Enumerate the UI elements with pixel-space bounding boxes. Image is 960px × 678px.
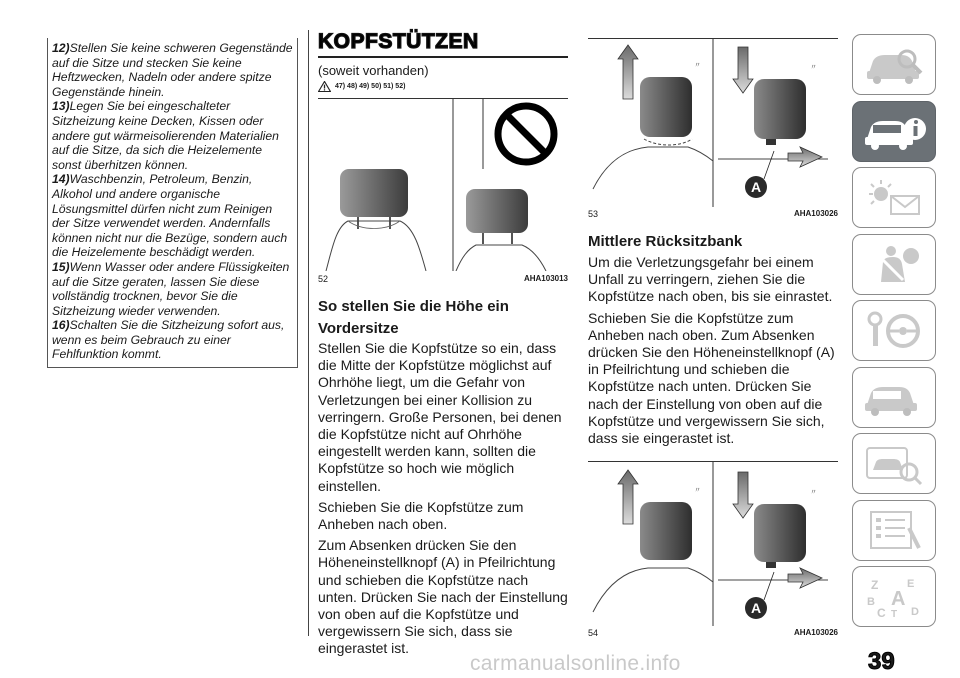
heading-front-seats: Vordersitze bbox=[318, 320, 399, 337]
svg-text:〃: 〃 bbox=[694, 62, 701, 69]
chapter-tabs bbox=[852, 34, 938, 633]
tab-starting-driving[interactable] bbox=[852, 300, 936, 361]
svg-text:Z: Z bbox=[871, 577, 879, 592]
tab-emergency[interactable] bbox=[852, 367, 936, 428]
rear-paragraph-1: Um die Verletzungsgefahr bei einem Unfall zu verringern, ziehen Sie die Kopfstütze nach oben, bis sie einrastet. bbox=[588, 254, 833, 305]
warning-references: 47) 48) 49) 50) 51) 52) bbox=[318, 81, 568, 92]
figure-54-caption: 54 AHA103026 bbox=[588, 628, 838, 639]
rear-paragraph-2: Schieben Sie die Kopfstütze zum Anheben nach oben. Zum Absenken drücken Sie den Höheneinstellknopf (A) in Pfeilrichtung und schieben die Kopfstütze nach unten. Drücken Sie nach der Einstellung von oben auf die Kopfstütze und vergewissern Sie sich, dass sie eingerastet ist. bbox=[588, 309, 835, 447]
tab-maintenance[interactable] bbox=[852, 433, 936, 494]
light-envelope-icon bbox=[861, 176, 927, 220]
tab-car-info[interactable] bbox=[852, 101, 936, 162]
warning-triangle-icon bbox=[318, 81, 331, 92]
checklist-icon bbox=[861, 508, 927, 552]
svg-text:B: B bbox=[867, 595, 875, 608]
headrest-height-illustration bbox=[318, 99, 568, 271]
svg-text:A: A bbox=[891, 587, 906, 610]
section-subtitle: (soweit vorhanden) bbox=[318, 63, 429, 78]
svg-text:D: D bbox=[911, 605, 919, 618]
note-15: 15)Wenn Wasser oder andere Flüssigkeiten auf die Sitze geraten, lassen Sie diese vollständig trocknen, bevor Sie die Sitzheizung wieder verwenden. bbox=[52, 259, 290, 318]
callout-a-label: A bbox=[750, 600, 762, 617]
svg-text:C: C bbox=[877, 605, 886, 619]
figure-52-caption: 52 AHA103013 bbox=[318, 274, 568, 284]
right-column bbox=[588, 30, 838, 639]
seatbelt-airbag-icon bbox=[861, 242, 927, 286]
figure-53 bbox=[588, 38, 838, 219]
rear-headrest-illustration-bottom bbox=[588, 462, 838, 626]
tab-car-overview[interactable] bbox=[852, 34, 936, 95]
note-13: 13)Legen Sie bei eingeschalteter Sitzheizung keine Decken, Kissen oder andere gut wärmeisolierenden Materialien auf die Sitze, da sich die Heizelemente sonst überhitzen können. bbox=[52, 99, 279, 172]
car-service-icon bbox=[861, 442, 927, 486]
svg-text:〃: 〃 bbox=[810, 489, 817, 497]
car-magnifier-icon bbox=[861, 43, 927, 87]
svg-text:E: E bbox=[907, 577, 915, 590]
note-12: 12)Stellen Sie keine schweren Gegenstände auf die Sitze und stecken Sie keine Heftzwecken, Nadeln oder andere spitze Gegenstände hinein. bbox=[52, 41, 293, 99]
key-steering-wheel-icon bbox=[861, 309, 927, 353]
front-paragraph-3: Zum Absenken drücken Sie den Höheneinstellknopf (A) in Pfeilrichtung und schieben die Kopfstütze nach unten. Drücken Sie nach der Einstellung von oben auf die Kopfstütze und vergewissern Sie sich, dass sie eingerastet ist. bbox=[318, 537, 568, 657]
svg-text:〃: 〃 bbox=[810, 64, 817, 71]
figure-52 bbox=[318, 98, 568, 284]
notes-box bbox=[47, 38, 298, 368]
car-info-icon bbox=[861, 109, 927, 153]
figure-54 bbox=[588, 461, 838, 639]
heading-height-adjust: So stellen Sie die Höhe ein bbox=[318, 298, 509, 315]
note-14: 14)Waschbenzin, Petroleum, Benzin, Alkohol und andere organische Lösungsmittel dürfen nicht zum Reinigen der Sitze verwendet werden. Andernfalls können nicht nur die Bezüge, sondern auch die Heizelemente beschädigt werden. bbox=[52, 172, 288, 260]
callout-a-label: A bbox=[750, 179, 762, 195]
front-paragraph-1: Stellen Sie die Kopfstütze so ein, dass die Mitte der Kopfstütze möglichst auf Ohrhöhe liegt, um die Gefahr von Verletzungen bei einer Kollision zu verringern. Große Personen, bei denen die Kopfstütze nicht auf Ohrhöhe eingestellt werden kann, sollten die Kopfstütze so hoch wie möglich einstellen. bbox=[318, 340, 562, 494]
note-16: 16)Schalten Sie die Sitzheizung sofort aus, wenn es beim Gebrauch zu einer Fehlfunktion kommt. bbox=[52, 318, 285, 362]
column-divider bbox=[308, 30, 309, 636]
svg-text:〃: 〃 bbox=[694, 487, 701, 495]
page-number: 39 bbox=[868, 648, 895, 675]
tab-safety[interactable] bbox=[852, 234, 936, 295]
heading-rear-bench: Mittlere Rücksitzbank bbox=[588, 233, 743, 250]
car-wrench-icon bbox=[861, 375, 927, 419]
alphabet-index-icon bbox=[861, 575, 927, 619]
tab-index[interactable] bbox=[852, 566, 936, 627]
middle-column bbox=[318, 30, 568, 658]
svg-text:T: T bbox=[891, 608, 898, 619]
figure-53-caption: 53 AHA103026 bbox=[588, 209, 838, 219]
tab-technical-data[interactable] bbox=[852, 500, 936, 561]
section-title: KOPFSTÜTZEN bbox=[318, 30, 568, 58]
watermark: carmanualsonline.info bbox=[470, 652, 681, 675]
rear-headrest-illustration-top bbox=[588, 39, 838, 207]
front-paragraph-2: Schieben Sie die Kopfstütze zum Anheben nach oben. bbox=[318, 498, 524, 533]
tab-lights-messages[interactable] bbox=[852, 167, 936, 228]
